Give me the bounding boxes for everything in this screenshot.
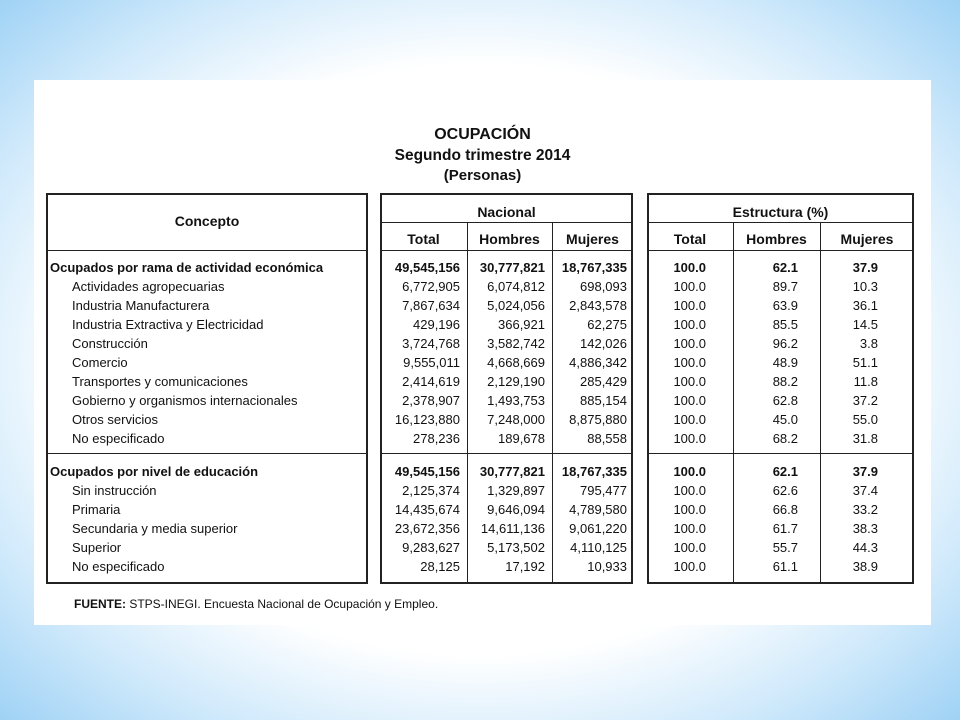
row-label: Industria Manufacturera [72, 298, 210, 313]
row-value-pm: 3.8 [859, 336, 878, 351]
row-value-ph: 48.9 [772, 355, 798, 370]
row-value-mujeres: 88,558 [587, 431, 627, 446]
nacional-section-divider [380, 453, 633, 454]
row-value-ph: 88.2 [772, 374, 798, 389]
row-value-total: 2,125,374 [402, 483, 460, 498]
table-subtitle: Segundo trimestre 2014 [394, 147, 571, 164]
row-label: Primaria [72, 502, 121, 517]
row-value-total: 14,435,674 [394, 502, 460, 517]
row-value-total: 49,545,156 [394, 260, 460, 275]
row-value-hombres: 7,248,000 [487, 412, 545, 427]
row-value-pm: 55.0 [852, 412, 878, 427]
row-value-hombres: 17,192 [505, 559, 545, 574]
row-value-ph: 66.8 [772, 502, 798, 517]
row-value-pm: 38.3 [852, 521, 878, 536]
row-value-pt: 100.0 [673, 431, 706, 446]
row-value-total: 16,123,880 [394, 412, 460, 427]
row-label: Ocupados por rama de actividad económica [50, 260, 324, 275]
row-value-pm: 11.8 [853, 374, 878, 389]
row-value-ph: 61.1 [772, 559, 798, 574]
row-value-pm: 37.9 [852, 260, 878, 275]
row-value-ph: 63.9 [772, 298, 798, 313]
row-value-pt: 100.0 [673, 540, 706, 555]
row-label: Gobierno y organismos internacionales [72, 393, 298, 408]
row-value-mujeres: 795,477 [580, 483, 627, 498]
row-value-pt: 100.0 [673, 502, 706, 517]
row-value-total: 7,867,634 [402, 298, 460, 313]
header-estructura: Estructura (%) [732, 204, 829, 220]
row-value-hombres: 5,173,502 [487, 540, 545, 555]
nacional-header-divider-1 [380, 222, 633, 223]
row-value-pt: 100.0 [673, 521, 706, 536]
row-value-mujeres: 62,275 [587, 317, 627, 332]
header-nacional: Nacional [477, 204, 536, 220]
row-label: Industria Extractiva y Electricidad [72, 317, 264, 332]
header-nacional-mujeres: Mujeres [566, 231, 619, 247]
estructura-header-divider-2 [647, 250, 914, 251]
row-value-pt: 100.0 [673, 355, 706, 370]
header-nacional-hombres: Hombres [479, 231, 540, 247]
table-unit: (Personas) [443, 167, 522, 184]
row-value-hombres: 30,777,821 [479, 464, 545, 479]
row-value-mujeres: 142,026 [580, 336, 627, 351]
row-value-pt: 100.0 [673, 393, 706, 408]
row-value-pm: 31.8 [852, 431, 878, 446]
row-value-mujeres: 698,093 [580, 279, 627, 294]
row-value-total: 429,196 [413, 317, 460, 332]
row-value-ph: 62.1 [772, 260, 798, 275]
row-label: Transportes y comunicaciones [72, 374, 248, 389]
row-value-hombres: 1,493,753 [487, 393, 545, 408]
row-value-pt: 100.0 [673, 483, 706, 498]
row-value-ph: 62.8 [772, 393, 798, 408]
row-value-pm: 37.9 [852, 464, 878, 479]
row-value-pm: 37.4 [852, 483, 878, 498]
source-text: STPS-INEGI. Encuesta Nacional de Ocupación y Empleo. [126, 597, 439, 611]
header-estructura-mujeres: Mujeres [840, 231, 894, 247]
row-value-mujeres: 18,767,335 [561, 260, 627, 275]
header-nacional-total: Total [407, 231, 440, 247]
row-value-hombres: 6,074,812 [487, 279, 545, 294]
row-value-pm: 36.1 [852, 298, 878, 313]
row-value-hombres: 366,921 [498, 317, 545, 332]
row-value-ph: 61.7 [772, 521, 798, 536]
estructura-section-divider [647, 453, 914, 454]
row-value-total: 2,378,907 [402, 393, 460, 408]
row-value-hombres: 4,668,669 [487, 355, 545, 370]
row-value-pm: 44.3 [852, 540, 878, 555]
row-value-ph: 45.0 [772, 412, 798, 427]
source-note [74, 597, 438, 611]
source-label: FUENTE: [74, 597, 126, 611]
row-value-hombres: 30,777,821 [479, 260, 545, 275]
nacional-header-divider-2 [380, 250, 633, 251]
row-value-ph: 62.6 [772, 483, 798, 498]
row-value-ph: 89.7 [772, 279, 798, 294]
row-value-pm: 38.9 [852, 559, 878, 574]
row-value-mujeres: 9,061,220 [569, 521, 627, 536]
row-value-ph: 55.7 [772, 540, 798, 555]
row-value-hombres: 3,582,742 [487, 336, 545, 351]
header-estructura-hombres: Hombres [746, 231, 807, 247]
row-value-total: 9,283,627 [402, 540, 460, 555]
row-value-total: 3,724,768 [402, 336, 460, 351]
slide-content [34, 80, 931, 625]
row-value-pt: 100.0 [673, 298, 706, 313]
row-value-ph: 96.2 [772, 336, 798, 351]
row-value-pt: 100.0 [673, 374, 706, 389]
row-label: Actividades agropecuarias [72, 279, 225, 294]
row-label: No especificado [72, 431, 165, 446]
row-value-mujeres: 285,429 [580, 374, 627, 389]
row-value-pt: 100.0 [673, 464, 706, 479]
row-value-total: 23,672,356 [394, 521, 460, 536]
concepto-header-divider [46, 250, 368, 251]
row-value-pm: 33.2 [852, 502, 878, 517]
row-value-pm: 14.5 [852, 317, 878, 332]
row-value-ph: 85.5 [772, 317, 798, 332]
row-value-hombres: 1,329,897 [487, 483, 545, 498]
row-value-pm: 51.1 [852, 355, 878, 370]
row-value-total: 278,236 [413, 431, 460, 446]
row-value-mujeres: 4,886,342 [569, 355, 627, 370]
row-label: Sin instrucción [72, 483, 157, 498]
row-value-pt: 100.0 [673, 260, 706, 275]
row-value-hombres: 9,646,094 [487, 502, 545, 517]
row-value-ph: 62.1 [772, 464, 798, 479]
row-value-total: 2,414,619 [402, 374, 460, 389]
row-value-mujeres: 4,789,580 [569, 502, 627, 517]
row-value-mujeres: 885,154 [580, 393, 627, 408]
row-label: Superior [72, 540, 122, 555]
row-value-mujeres: 10,933 [587, 559, 627, 574]
row-value-mujeres: 4,110,125 [570, 540, 627, 555]
row-value-pt: 100.0 [673, 412, 706, 427]
row-label: Construcción [72, 336, 148, 351]
row-label: Otros servicios [72, 412, 158, 427]
row-value-pm: 37.2 [852, 393, 878, 408]
header-concepto: Concepto [174, 213, 240, 229]
row-value-hombres: 14,611,136 [480, 521, 545, 536]
row-value-pt: 100.0 [673, 279, 706, 294]
row-value-pt: 100.0 [673, 336, 706, 351]
row-label: No especificado [72, 559, 165, 574]
row-value-total: 28,125 [420, 559, 460, 574]
row-value-mujeres: 18,767,335 [561, 464, 627, 479]
row-value-pm: 10.3 [852, 279, 878, 294]
row-label: Comercio [72, 355, 128, 370]
row-value-ph: 68.2 [772, 431, 798, 446]
concepto-section-divider [46, 453, 368, 454]
header-estructura-total: Total [673, 231, 707, 247]
row-value-mujeres: 2,843,578 [569, 298, 627, 313]
row-value-pt: 100.0 [673, 317, 706, 332]
row-value-pt: 100.0 [673, 559, 706, 574]
row-value-hombres: 2,129,190 [487, 374, 545, 389]
row-value-hombres: 189,678 [498, 431, 545, 446]
row-value-mujeres: 8,875,880 [569, 412, 627, 427]
row-value-hombres: 5,024,056 [487, 298, 545, 313]
row-label: Ocupados por nivel de educación [50, 464, 259, 479]
table-title: OCUPACIÓN [434, 126, 531, 143]
row-value-total: 49,545,156 [394, 464, 460, 479]
row-value-total: 6,772,905 [402, 279, 460, 294]
row-label: Secundaria y media superior [72, 521, 238, 536]
row-value-total: 9,555,011 [403, 355, 460, 370]
estructura-header-divider-1 [647, 222, 914, 223]
